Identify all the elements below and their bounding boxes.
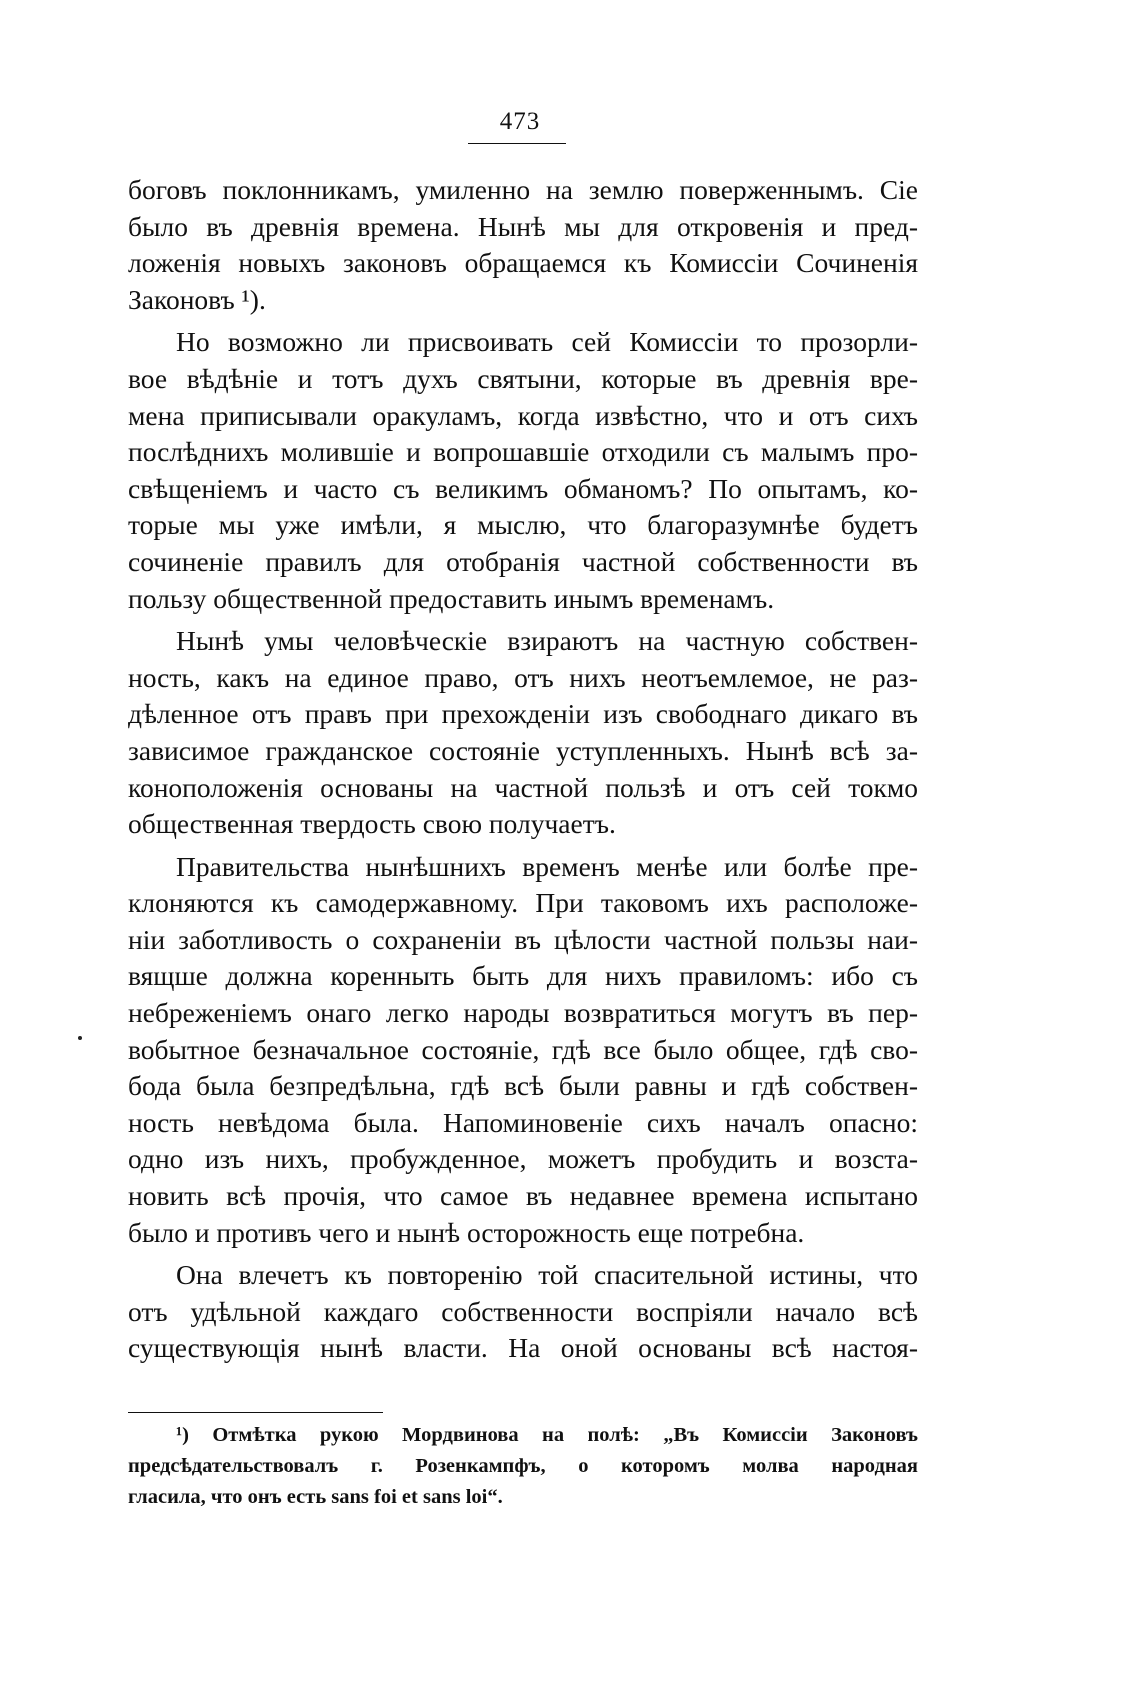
- text-line: Законовъ ¹).: [128, 283, 266, 315]
- text-line: пользу общественной предоставить инымъ временамъ.: [128, 582, 775, 614]
- text-line: было и противъ чего и нынѣ осторожность еще потребна.: [128, 1216, 805, 1248]
- text-line: послѣднихъ молившіе и вопрошавшіе отходили съ малымъ про-: [128, 436, 918, 468]
- paragraph-1: [128, 172, 918, 318]
- footnote-line: гласила, что онъ есть sans foi et sans loi“.: [128, 1486, 503, 1508]
- page-number-rule: [468, 143, 566, 144]
- body-text: [128, 172, 918, 1367]
- text-line: свѣщеніемъ и часто съ великимъ обманомъ? По опытамъ, ко-: [128, 472, 918, 504]
- text-line: бода была безпредѣльна, гдѣ всѣ были равны и гдѣ собствен-: [128, 1070, 918, 1102]
- text-line: общественная твердость свою получаетъ.: [128, 808, 616, 840]
- footnote: [128, 1420, 918, 1513]
- text-line: ложенія новыхъ законовъ обращаемся къ Комиссіи Сочиненія: [128, 247, 918, 279]
- text-line: небреженіемъ онаго легко народы возвратиться могутъ въ пер-: [128, 997, 918, 1029]
- text-line: мена приписывали оракуламъ, когда извѣстно, что и отъ сихъ: [128, 399, 918, 431]
- footnote-line: предсѣдательствовалъ г. Розенкампфъ, о которомъ молва народная: [128, 1455, 918, 1477]
- text-line: конoположенія основаны на частной пользѣ и отъ сей токмо: [128, 771, 918, 803]
- text-line: вобытное безначальное состояніе, гдѣ все было общее, гдѣ сво-: [128, 1033, 918, 1065]
- footnote-line: ¹) Отмѣтка рукою Мордвинова на полѣ: „Въ Комиссіи Законовъ: [176, 1424, 918, 1446]
- paragraph-2: [128, 324, 918, 617]
- text-line: ность, какъ на единое право, отъ нихъ неотъемлемое, не раз-: [128, 661, 918, 693]
- text-line: вое вѣдѣніе и тотъ духъ святыни, которые въ древнія вре-: [128, 362, 918, 394]
- text-line: вящше должна коренныть быть для нихъ правиломъ: ибо съ: [128, 960, 918, 992]
- text-line: Она влечетъ къ повторенію той спасительной истины, что: [176, 1259, 918, 1291]
- text-line: сочиненіе правилъ для отобранія частной собственности въ: [128, 545, 918, 577]
- text-line: одно изъ нихъ, пробужденное, можетъ пробудить и возста-: [128, 1143, 918, 1175]
- text-line: Правительства нынѣшнихъ временъ менѣе или болѣе пре-: [176, 850, 918, 882]
- margin-mark: [78, 1036, 82, 1040]
- text-line: Но возможно ли присвоивать сей Комиссіи то прозорли-: [176, 326, 918, 358]
- text-line: зависимое гражданское состояніе уступленныхъ. Нынѣ всѣ за-: [128, 734, 918, 766]
- text-line: отъ удѣльной каждаго собственности воспріяли начало всѣ: [128, 1295, 918, 1327]
- text-line: новить всѣ прочія, что самое въ недавнее времена испытано: [128, 1180, 918, 1212]
- paragraph-3: [128, 623, 918, 843]
- text-line: ніи заботливость о сохраненіи въ цѣлости частной пользы наи-: [128, 923, 918, 955]
- text-line: дѣленное отъ правъ при прехожденіи изъ свободнаго дикаго въ: [128, 698, 918, 730]
- footnote-rule: [128, 1412, 383, 1413]
- paragraph-4: [128, 849, 918, 1252]
- paragraph-5: [128, 1257, 918, 1367]
- text-line: существующія нынѣ власти. На оной основаны всѣ настоя-: [128, 1332, 918, 1364]
- page-number: 473: [499, 108, 541, 135]
- text-line: боговъ поклонникамъ, умиленно на землю поверженнымъ. Сіе: [128, 174, 918, 205]
- text-line: ность невѣдома была. Напоминовеніе сихъ началъ опасно:: [128, 1106, 918, 1138]
- text-line: Нынѣ умы человѣческіе взираютъ на частную собствен-: [176, 625, 918, 657]
- text-line: клоняются къ самодержавному. При таковомъ ихъ расположе-: [128, 887, 918, 919]
- text-line: торые мы уже имѣли, я мыслю, что благоразумнѣе будетъ: [128, 509, 918, 541]
- text-line: было въ древнія времена. Нынѣ мы для откровенія и пред-: [128, 210, 918, 242]
